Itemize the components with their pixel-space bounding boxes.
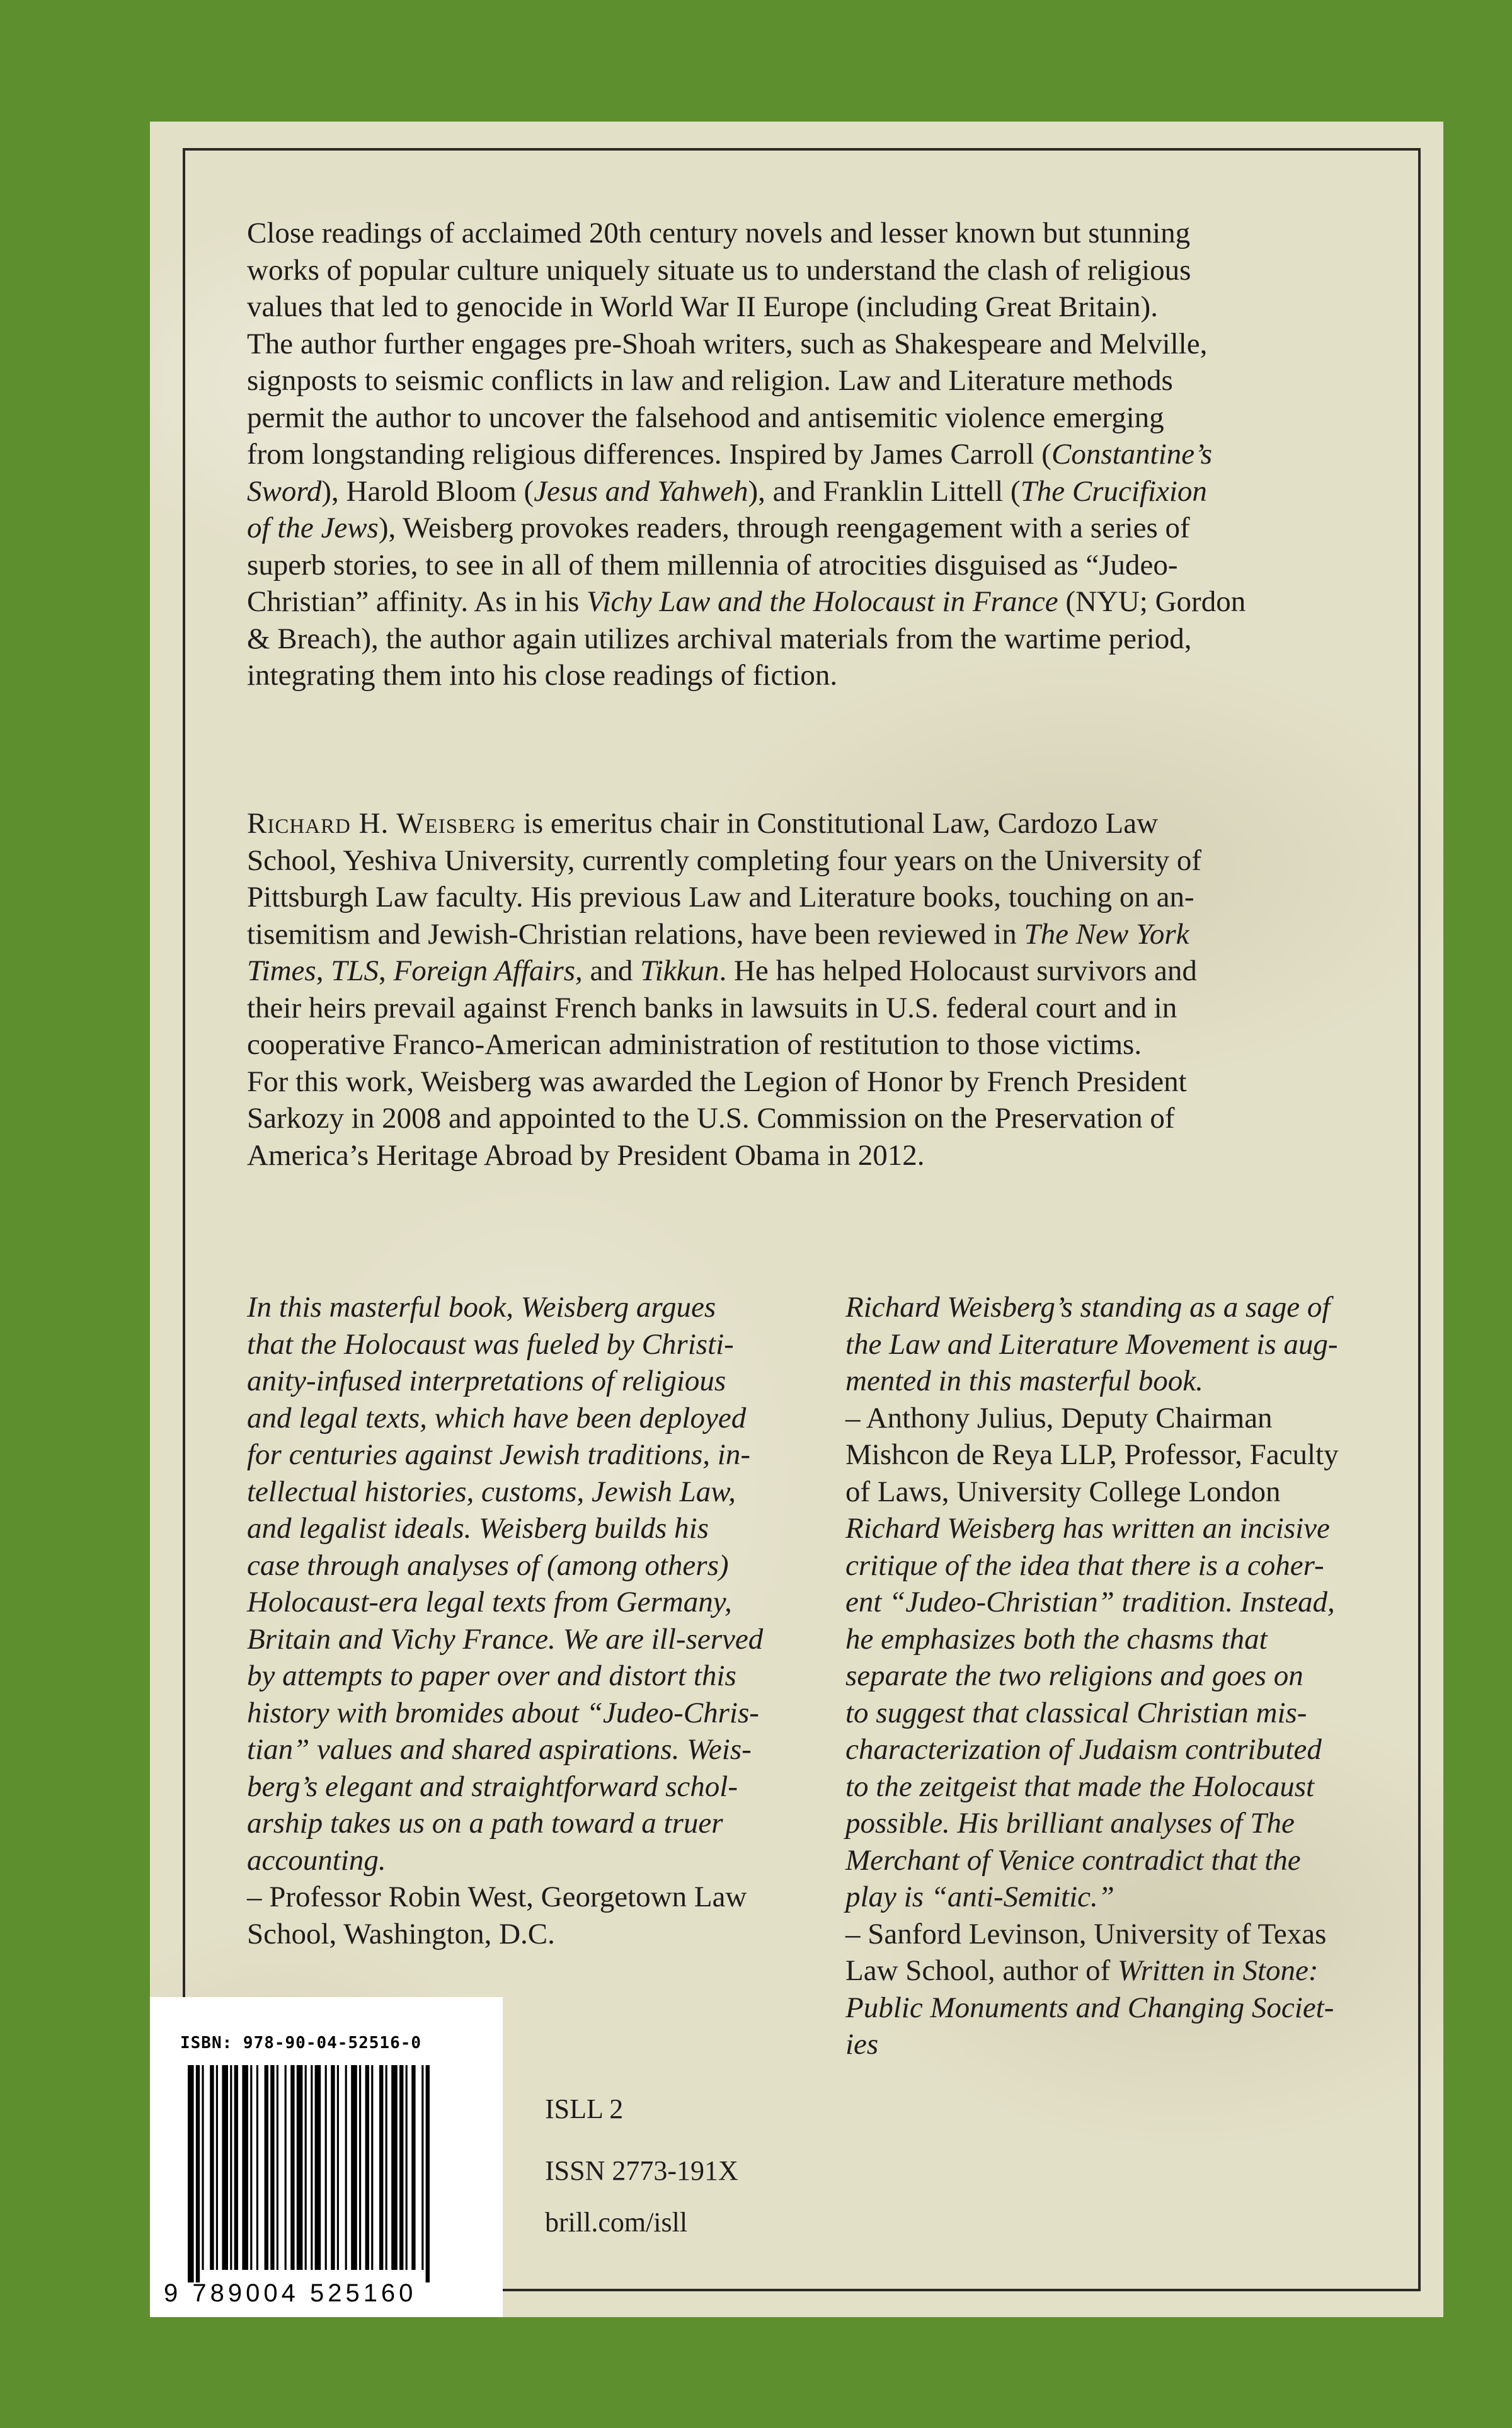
isbn-label: ISBN: 978-90-04-52516-0: [180, 2034, 422, 2053]
text-line: values that led to genocide in World War II Europe (including Great Britain).: [247, 290, 1158, 323]
text-line: – Sanford Levinson, University of Texas: [845, 1917, 1327, 1950]
text-line: characterization of Judaism contributed: [845, 1733, 1322, 1766]
bio-lines: [247, 842, 1357, 1174]
text-line: ent “Judeo-Christian” tradition. Instead,: [845, 1586, 1335, 1618]
text-line: Public Monuments and Changing Societ-: [845, 1991, 1334, 2024]
text-line: School, Washington, D.C.: [247, 1917, 555, 1950]
text-line: Holocaust-era legal texts from Germany,: [247, 1586, 732, 1618]
quote-julius-text: [845, 1289, 1391, 1400]
text-line: superb stories, to see in all of them millennia of atrocities disguised as “Judeo-: [247, 548, 1178, 581]
text-line: Times, TLS, Foreign Affairs, and Tikkun. He has helped Holocaust survivors and: [247, 954, 1197, 987]
text-line: Close readings of acclaimed 20th century novels and lesser known but stunning: [247, 217, 1191, 249]
text-line: and legal texts, which have been deployed: [247, 1401, 747, 1434]
text-line: for centuries against Jewish traditions, in-: [247, 1438, 750, 1471]
series-code: ISLL 2: [545, 2093, 624, 2124]
text-line: of the Jews), Weisberg provokes readers, through reengagement with a series of: [247, 512, 1190, 544]
text-line: tellectual histories, customs, Jewish Law,: [247, 1475, 736, 1508]
quote-julius: [845, 1289, 1391, 1510]
quote-west-text: [247, 1289, 790, 1879]
text-line: that the Holocaust was fueled by Christi-: [247, 1327, 734, 1361]
text-line: The author further engages pre-Shoah writers, such as Shakespeare and Melville,: [247, 327, 1208, 360]
text-line: critique of the idea that there is a coher-: [845, 1549, 1324, 1582]
barcode-icon: [188, 2065, 465, 2282]
text-line: the Law and Literature Movement is aug-: [845, 1327, 1338, 1361]
description: [247, 215, 1357, 694]
text-line: to suggest that classical Christian mis-: [845, 1696, 1307, 1729]
text-line: tian” values and shared aspirations. Weis-: [247, 1733, 752, 1766]
text-line: mented in this masterful book.: [845, 1365, 1203, 1397]
author-bio: [247, 805, 1357, 1174]
text-line: America’s Heritage Abroad by President Obama in 2012.: [247, 1138, 925, 1172]
text-line: works of popular culture uniquely situate us to understand the clash of religious: [247, 253, 1191, 287]
text-line: separate the two religions and goes on: [845, 1659, 1303, 1692]
quote-levinson-attribution: [845, 1916, 1391, 2063]
text-line: integrating them into his close readings of fiction.: [247, 659, 838, 692]
issn: ISSN 2773-191X: [545, 2155, 738, 2186]
text-line: Sword), Harold Bloom (Jesus and Yahweh), and Franklin Littell (The Crucifixion: [247, 474, 1207, 508]
text-line: he emphasizes both the chasms that: [845, 1622, 1268, 1656]
text-line: Richard Weisberg has written an incisive: [845, 1512, 1330, 1545]
text-line: arship takes us on a path toward a truer: [247, 1807, 723, 1840]
text-line: School, Yeshiva University, currently completing four years on the University of: [247, 844, 1202, 877]
text-line: For this work, Weisberg was awarded the Legion of Honor by French President: [247, 1065, 1187, 1098]
text-line: Sarkozy in 2008 and appointed to the U.S. Commission on the Preservation of: [247, 1102, 1175, 1135]
author-name: Richard H. Weisberg: [247, 807, 517, 840]
text-line: Pittsburgh Law faculty. His previous Law and Literature books, touching on an-: [247, 881, 1194, 913]
text-line: cooperative Franco-American administration of restitution to those victims.: [247, 1028, 1142, 1061]
text-line: and legalist ideals. Weisberg builds his: [247, 1512, 709, 1545]
text-line: Mishcon de Reya LLP, Professor, Faculty: [845, 1438, 1339, 1471]
text-line: Merchant of Venice contradict that the: [845, 1843, 1301, 1877]
text-line: Richard Weisberg’s standing as a sage of: [845, 1291, 1331, 1324]
text-line: anity-infused interpretations of religious: [247, 1365, 726, 1397]
text-line: Law School, author of Written in Stone:: [845, 1954, 1319, 1987]
text-line: of Laws, University College London: [845, 1475, 1281, 1508]
quote-levinson: [845, 1510, 1391, 2063]
text-line: permit the author to uncover the falsehood and antisemitic violence emerging: [247, 401, 1164, 434]
text-line: In this masterful book, Weisberg argues: [247, 1291, 716, 1324]
text-line: berg’s elegant and straightforward schol-: [247, 1770, 738, 1803]
text-line: possible. His brilliant analyses of The: [845, 1807, 1295, 1840]
text-line: signposts to seismic conflicts in law and religion. Law and Literature methods: [247, 364, 1173, 397]
text-line: to the zeitgeist that made the Holocaust: [845, 1770, 1315, 1803]
text-line: – Anthony Julius, Deputy Chairman: [845, 1401, 1273, 1434]
quote-julius-attribution: [845, 1400, 1391, 1511]
text-line: & Breach), the author again utilizes archival materials from the wartime period,: [247, 622, 1192, 655]
text-line: ies: [845, 2028, 879, 2061]
bio-first-line-rest: is emeritus chair in Constitutional Law, Cardozo Law: [516, 807, 1159, 840]
quote-west-attribution: [247, 1879, 790, 1952]
text-line: play is “anti-Semitic.”: [845, 1881, 1114, 1913]
barcode-label: [150, 1997, 503, 2317]
quote-levinson-text: [845, 1510, 1391, 1916]
publisher-url: brill.com/isll: [545, 2207, 688, 2238]
text-line: Britain and Vichy France. We are ill-served: [247, 1622, 764, 1656]
isbn-digits: 9 789004 525160: [164, 2279, 417, 2307]
text-line: their heirs prevail against French banks in lawsuits in U.S. federal court and in: [247, 991, 1177, 1024]
quote-west: [247, 1289, 790, 1952]
text-line: tisemitism and Jewish-Christian relations, have been reviewed in The New York: [247, 917, 1189, 951]
text-line: by attempts to paper over and distort this: [247, 1659, 736, 1692]
text-line: accounting.: [247, 1843, 386, 1877]
text-line: case through analyses of (among others): [247, 1549, 729, 1582]
text-line: history with bromides about “Judeo-Chris-: [247, 1696, 759, 1729]
bio-first-line: [247, 805, 1357, 842]
text-line: from longstanding religious differences. Inspired by James Carroll (Constantine’s: [247, 438, 1213, 471]
text-line: – Professor Robin West, Georgetown Law: [247, 1881, 747, 1913]
text-line: Christian” affinity. As in his Vichy Law and the Holocaust in France (NYU; Gordon: [247, 585, 1246, 618]
